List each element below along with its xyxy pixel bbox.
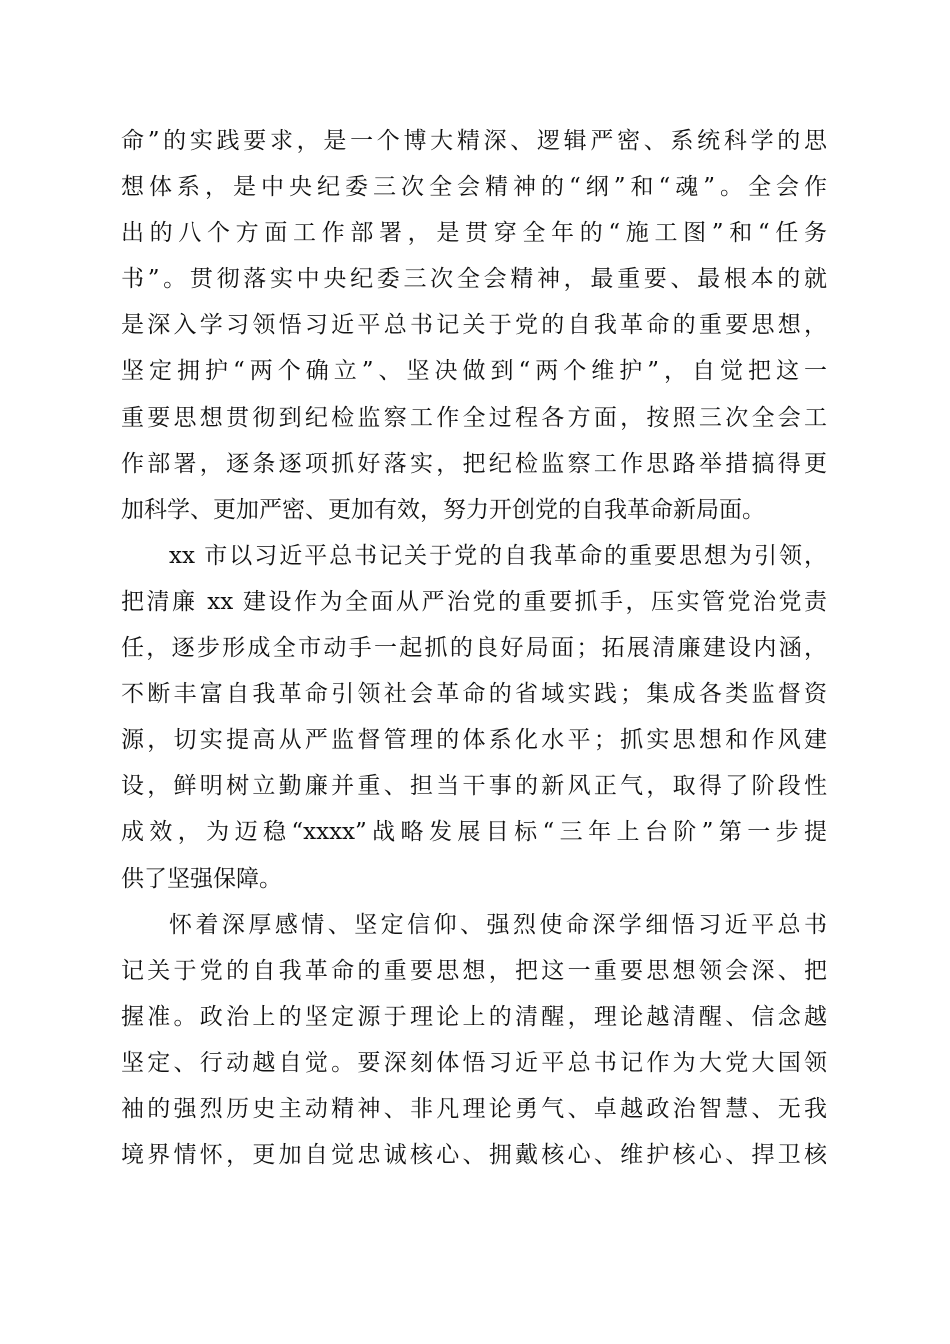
text-line: 记关于党的自我革命的重要思想，把这一重要思想领会深、把 [121,957,827,984]
text-line: 重要思想贯彻到纪检监察工作全过程各方面，按照三次全会工 [121,404,827,431]
text-line: 想体系，是中央纪委三次全会精神的“纲”和“魂”。全会作 [121,174,827,201]
text-line: 境界情怀，更加自觉忠诚核心、拥戴核心、维护核心、捍卫核 [121,1142,827,1169]
text-line: 任，逐步形成全市动手一起抓的良好局面；拓展清廉建设内涵， [121,635,827,662]
text-line: xx 市以习近平总书记关于党的自我革命的重要思想为引领， [169,542,827,569]
text-line: 把清廉 xx 建设作为全面从严治党的重要抓手，压实管党治党责 [121,588,827,615]
text-line: 命”的实践要求，是一个博大精深、逻辑严密、系统科学的思 [121,128,827,154]
text-line: 源，切实提高从严监督管理的体系化水平；抓实思想和作风建 [121,727,827,754]
text-line: 作部署，逐条逐项抓好落实，把纪检监察工作思路举措搞得更 [121,450,827,477]
text-line: 怀着深厚感情、坚定信仰、强烈使命深学细悟习近平总书 [169,911,827,938]
text-line: 成效，为迈稳“xxxx”战略发展目标“三年上台阶”第一步提 [121,819,827,846]
text-line: 书”。贯彻落实中央纪委三次全会精神，最重要、最根本的就 [121,266,827,293]
text-line: 不断丰富自我革命引领社会革命的省域实践；集成各类监督资 [121,681,827,708]
document-body [121,118,827,1178]
text-line: 设，鲜明树立勤廉并重、担当干事的新风正气，取得了阶段性 [121,773,827,800]
text-line: 坚定、行动越自觉。要深刻体悟习近平总书记作为大党大国领 [121,1049,827,1076]
text-line: 握准。政治上的坚定源于理论上的清醒，理论越清醒、信念越 [121,1003,827,1030]
text-line: 供了坚强保障。 [121,865,282,892]
text-line: 是深入学习领悟习近平总书记关于党的自我革命的重要思想， [121,312,827,339]
text-line: 加科学、更加严密、更加有效，努力开创党的自我革命新局面。 [121,496,765,523]
text-line: 出的八个方面工作部署，是贯穿全年的“施工图”和“任务 [121,220,827,247]
text-line: 坚定拥护“两个确立”、坚决做到“两个维护”，自觉把这一 [121,358,827,385]
text-line: 袖的强烈历史主动精神、非凡理论勇气、卓越政治智慧、无我 [121,1095,827,1122]
